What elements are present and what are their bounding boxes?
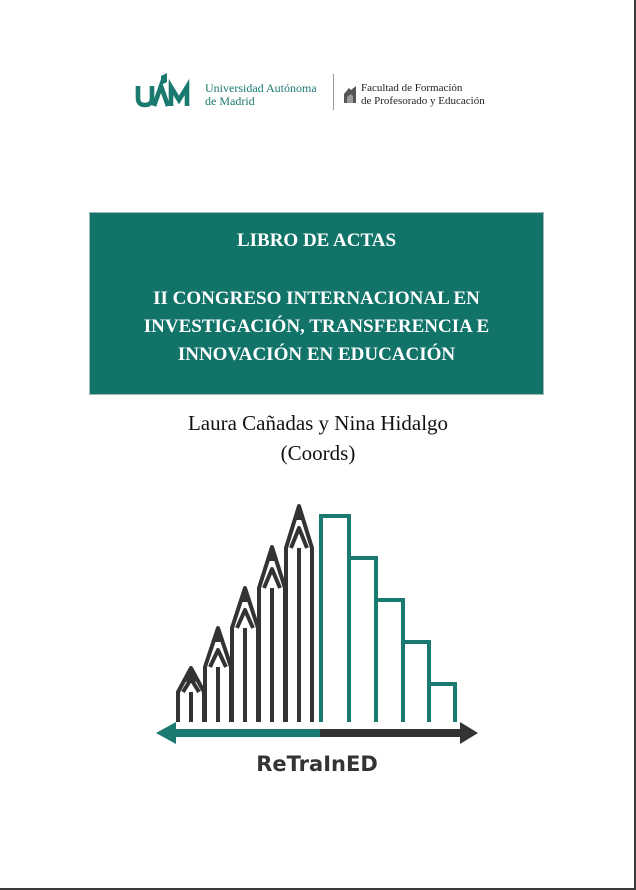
congress-title-line: INVESTIGACIÓN, TRANSFERENCIA E (143, 316, 490, 337)
dark-arrow (320, 722, 478, 744)
author-role: (Coords) (280, 441, 356, 465)
title-box (89, 212, 544, 395)
faculty-emblem-icon (342, 84, 358, 104)
university-name (205, 82, 317, 108)
faculty-name-line: Facultad de Formación (361, 82, 463, 94)
header-logos (134, 72, 514, 112)
congress-title (100, 285, 533, 369)
uam-logo (134, 72, 196, 112)
pencils-group (178, 506, 312, 722)
header-divider (333, 74, 334, 110)
congress-title-line: INNOVACIÓN EN EDUCACIÓN (177, 344, 456, 365)
retrained-logo (150, 500, 486, 782)
faculty-name-line: de Profesorado y Educación (361, 95, 485, 107)
staircase-bars (321, 516, 455, 722)
congress-title-line: II CONGRESO INTERNACIONAL EN (153, 288, 480, 309)
university-name-line: Universidad Autónoma (205, 81, 317, 95)
authors (0, 408, 636, 468)
university-name-line: de Madrid (205, 94, 255, 108)
book-label: LIBRO DE ACTAS (236, 230, 397, 251)
project-logo-name: ReTraInED (256, 752, 378, 776)
author-names: Laura Cañadas y Nina Hidalgo (187, 411, 449, 435)
faculty-name (361, 82, 485, 108)
teal-arrow (156, 722, 320, 744)
